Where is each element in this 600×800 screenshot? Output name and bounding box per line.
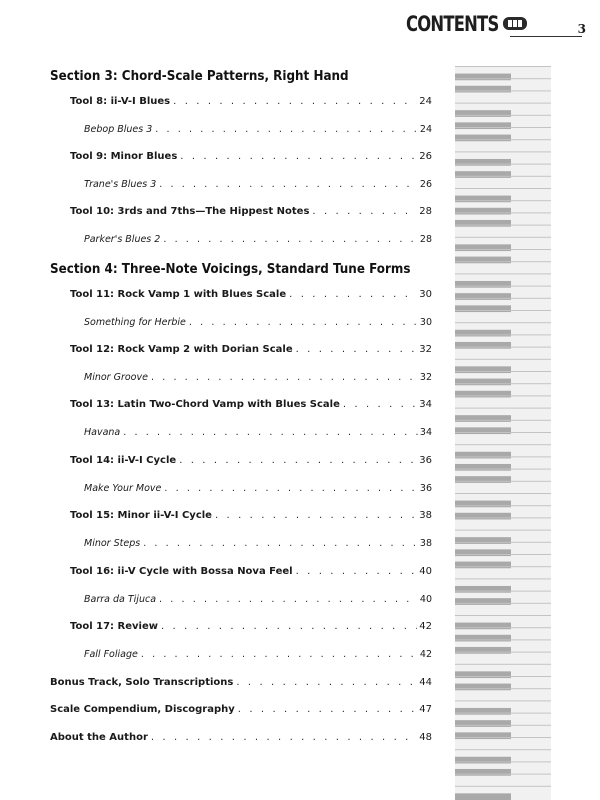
toc-entry-bonus-track[interactable]: [50, 677, 432, 688]
black-key: [455, 537, 511, 544]
page-number: 3: [577, 22, 586, 36]
piano-keyboard-decoration: [455, 66, 551, 800]
white-key-divider: [455, 688, 551, 689]
entry-page: 34: [419, 399, 432, 410]
white-key-divider: [455, 664, 551, 665]
white-key-divider: [455, 481, 551, 482]
leader-dots: [289, 289, 417, 300]
white-key-divider: [455, 298, 551, 299]
entry-page: 26: [419, 179, 432, 190]
entry-page: 44: [419, 677, 432, 688]
leader-dots: [179, 455, 417, 466]
white-key-divider: [455, 627, 551, 628]
entry-page: 36: [419, 455, 432, 466]
black-key: [455, 464, 511, 471]
leader-dots: [189, 317, 418, 328]
entry-title: Barra da Tijuca: [84, 594, 157, 605]
toc-entry-tool-10[interactable]: [70, 206, 432, 217]
black-key: [455, 586, 511, 593]
white-key-divider: [455, 432, 551, 433]
black-key: [455, 732, 511, 739]
toc-entry-havana[interactable]: [84, 427, 432, 438]
leader-dots: [312, 206, 417, 217]
white-key-divider: [455, 90, 551, 91]
white-key-divider: [455, 505, 551, 506]
leader-dots: [159, 179, 418, 190]
entry-page: 42: [419, 649, 432, 660]
toc-entry-tool-8[interactable]: [70, 96, 432, 107]
leader-dots: [123, 427, 418, 438]
black-key: [455, 305, 511, 312]
entry-page: 47: [419, 704, 432, 715]
entry-title: Scale Compendium, Discography: [50, 704, 235, 715]
white-key-divider: [455, 408, 551, 409]
entry-title: Tool 11: Rock Vamp 1 with Blues Scale: [70, 289, 287, 300]
entry-page: 24: [419, 96, 432, 107]
white-key-divider: [455, 676, 551, 677]
black-key: [455, 257, 511, 264]
leader-dots: [238, 704, 417, 715]
black-key: [455, 757, 511, 764]
white-key-divider: [455, 749, 551, 750]
leader-dots: [151, 372, 418, 383]
black-key: [455, 159, 511, 166]
white-key-divider: [455, 188, 551, 189]
entry-title: Bonus Track, Solo Transcriptions: [50, 677, 234, 688]
white-key-divider: [455, 66, 551, 67]
black-key: [455, 391, 511, 398]
white-key-divider: [455, 700, 551, 701]
white-key-divider: [455, 334, 551, 335]
leader-dots: [173, 96, 417, 107]
white-key-divider: [455, 737, 551, 738]
entry-page: 40: [419, 594, 432, 605]
white-key-divider: [455, 456, 551, 457]
toc-entry-tool-9[interactable]: [70, 151, 432, 162]
header-rule: [510, 36, 582, 37]
toc-entry-tool-15[interactable]: [70, 510, 432, 521]
entry-title: Havana: [84, 427, 121, 438]
entry-page: 40: [419, 566, 432, 577]
entry-title: Minor Groove: [84, 372, 148, 383]
entry-page: 34: [419, 427, 432, 438]
toc-entry-barra-da-tijuca[interactable]: [84, 594, 432, 605]
entry-page: 30: [419, 289, 432, 300]
leader-dots: [163, 234, 418, 245]
black-key: [455, 671, 511, 678]
white-key-divider: [455, 444, 551, 445]
toc-entry-tool-14[interactable]: [70, 455, 432, 466]
black-key: [455, 562, 511, 569]
entry-title: Make Your Move: [84, 483, 162, 494]
toc-entry-tool-17[interactable]: [70, 621, 432, 632]
entry-page: 28: [419, 234, 432, 245]
toc-entry-make-your-move[interactable]: [84, 483, 432, 494]
white-key-divider: [455, 774, 551, 775]
entry-page: 38: [419, 538, 432, 549]
leader-dots: [180, 151, 417, 162]
toc-entry-bebop-blues-3[interactable]: [84, 124, 432, 135]
black-key: [455, 366, 511, 373]
white-key-divider: [455, 395, 551, 396]
black-key: [455, 598, 511, 605]
white-key-divider: [455, 542, 551, 543]
toc-entry-scale-compendium[interactable]: [50, 704, 432, 715]
white-key-divider: [455, 322, 551, 323]
black-key: [455, 513, 511, 520]
page-header: [400, 10, 600, 38]
toc-entry-tranes-blues-3[interactable]: [84, 179, 432, 190]
black-key: [455, 330, 511, 337]
entry-title: Minor Steps: [84, 538, 141, 549]
black-key: [455, 220, 511, 227]
white-key-divider: [455, 652, 551, 653]
white-key-divider: [455, 591, 551, 592]
white-key-divider: [455, 286, 551, 287]
black-key: [455, 86, 511, 93]
entry-title: Tool 9: Minor Blues: [70, 151, 178, 162]
white-key-divider: [455, 761, 551, 762]
leader-dots: [164, 483, 418, 494]
entry-title: Tool 12: Rock Vamp 2 with Dorian Scale: [70, 344, 293, 355]
leader-dots: [141, 649, 418, 660]
entry-title: Tool 10: 3rds and 7ths—The Hippest Notes: [70, 206, 310, 217]
entry-title: Tool 14: ii-V-I Cycle: [70, 455, 177, 466]
white-key-divider: [455, 639, 551, 640]
white-key-divider: [455, 127, 551, 128]
white-key-divider: [455, 725, 551, 726]
white-key-divider: [455, 164, 551, 165]
entry-title: Tool 15: Minor ii-V-I Cycle: [70, 510, 212, 521]
black-key: [455, 476, 511, 483]
black-key: [455, 793, 511, 800]
toc-entry-parkers-blues-2[interactable]: [84, 234, 432, 245]
toc-entry-minor-groove[interactable]: [84, 372, 432, 383]
black-key: [455, 501, 511, 508]
white-key-divider: [455, 371, 551, 372]
black-key: [455, 647, 511, 654]
black-key: [455, 244, 511, 251]
keyboard-logo-icon: [502, 14, 528, 32]
toc-entry-minor-steps[interactable]: [84, 538, 432, 549]
white-key-divider: [455, 469, 551, 470]
leader-dots: [155, 124, 418, 135]
section-3-heading: Section 3: Chord-Scale Patterns, Right Hand: [50, 69, 349, 84]
entry-title: Tool 17: Review: [70, 621, 158, 632]
white-key-divider: [455, 212, 551, 213]
entry-page: 32: [419, 344, 432, 355]
entry-page: 48: [419, 732, 432, 743]
black-key: [455, 135, 511, 142]
toc-entry-tool-13[interactable]: [70, 399, 432, 410]
toc-entry-tool-16[interactable]: [70, 566, 432, 577]
black-key: [455, 171, 511, 178]
black-key: [455, 720, 511, 727]
black-key: [455, 379, 511, 386]
toc-entry-about-author[interactable]: [50, 732, 432, 743]
white-key-divider: [455, 713, 551, 714]
white-key-divider: [455, 578, 551, 579]
white-key-divider: [455, 151, 551, 152]
toc-entry-tool-12[interactable]: [70, 344, 432, 355]
black-key: [455, 415, 511, 422]
black-key: [455, 549, 511, 556]
black-key: [455, 293, 511, 300]
black-key: [455, 196, 511, 203]
leader-dots: [296, 566, 418, 577]
white-key-divider: [455, 310, 551, 311]
black-key: [455, 208, 511, 215]
black-key: [455, 623, 511, 630]
white-key-divider: [455, 603, 551, 604]
white-key-divider: [455, 115, 551, 116]
white-key-divider: [455, 225, 551, 226]
white-key-divider: [455, 554, 551, 555]
contents-title: CONTENTS: [406, 12, 499, 36]
white-key-divider: [455, 78, 551, 79]
black-key: [455, 708, 511, 715]
entry-page: 36: [419, 483, 432, 494]
white-key-divider: [455, 359, 551, 360]
black-key: [455, 281, 511, 288]
entry-page: 28: [419, 206, 432, 217]
white-key-divider: [455, 176, 551, 177]
section-4-heading: Section 4: Three-Note Voicings, Standard Tune Forms: [50, 262, 411, 277]
white-key-divider: [455, 200, 551, 201]
black-key: [455, 769, 511, 776]
entry-page: 42: [419, 621, 432, 632]
leader-dots: [151, 732, 417, 743]
entry-title: Something for Herbie: [84, 317, 186, 328]
white-key-divider: [455, 139, 551, 140]
white-key-divider: [455, 347, 551, 348]
white-key-divider: [455, 273, 551, 274]
white-key-divider: [455, 249, 551, 250]
black-key: [455, 452, 511, 459]
white-key-divider: [455, 420, 551, 421]
entry-page: 26: [419, 151, 432, 162]
leader-dots: [159, 594, 418, 605]
leader-dots: [215, 510, 417, 521]
black-key: [455, 110, 511, 117]
entry-title: Tool 16: ii-V Cycle with Bossa Nova Feel: [70, 566, 293, 577]
leader-dots: [143, 538, 418, 549]
black-key: [455, 342, 511, 349]
leader-dots: [236, 677, 417, 688]
toc-entry-tool-11[interactable]: [70, 289, 432, 300]
white-key-divider: [455, 615, 551, 616]
toc-entry-fall-foliage[interactable]: [84, 649, 432, 660]
black-key: [455, 684, 511, 691]
white-key-divider: [455, 237, 551, 238]
white-key-divider: [455, 786, 551, 787]
entry-title: Bebop Blues 3: [84, 124, 153, 135]
white-key-divider: [455, 530, 551, 531]
entry-title: Parker's Blues 2: [84, 234, 161, 245]
white-key-divider: [455, 493, 551, 494]
entry-page: 24: [419, 124, 432, 135]
leader-dots: [343, 399, 417, 410]
white-key-divider: [455, 517, 551, 518]
entry-title: About the Author: [50, 732, 148, 743]
white-key-divider: [455, 103, 551, 104]
white-key-divider: [455, 566, 551, 567]
white-key-divider: [455, 261, 551, 262]
black-key: [455, 427, 511, 434]
entry-title: Tool 13: Latin Two-Chord Vamp with Blues Scale: [70, 399, 340, 410]
black-key: [455, 635, 511, 642]
entry-page: 30: [419, 317, 432, 328]
leader-dots: [296, 344, 418, 355]
entry-title: Tool 8: ii-V-I Blues: [70, 96, 171, 107]
black-key: [455, 74, 511, 81]
entry-title: Trane's Blues 3: [84, 179, 157, 190]
white-key-divider: [455, 383, 551, 384]
entry-title: Fall Foliage: [84, 649, 138, 660]
entry-page: 32: [419, 372, 432, 383]
toc-entry-something-for-herbie[interactable]: [84, 317, 432, 328]
black-key: [455, 122, 511, 129]
entry-page: 38: [419, 510, 432, 521]
leader-dots: [161, 621, 417, 632]
